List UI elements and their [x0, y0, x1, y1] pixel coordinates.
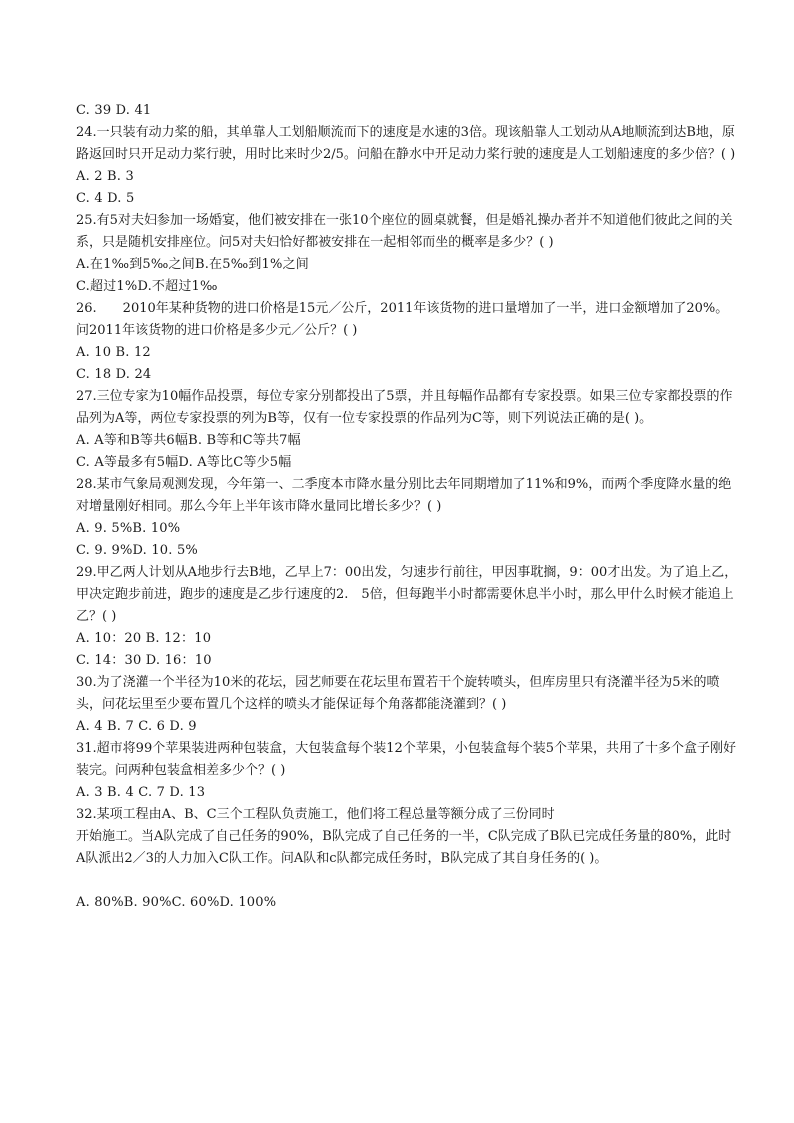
question-29: 29.甲乙两人计划从A地步行去B地，乙早上7：00出发，匀速步行前往，甲因事耽搁，9：00才出发。为了追上乙，甲决定跑步前进，跑步的速度是乙步行速度的2. 5倍，但每跑半小时都需要休息半小时，那么甲什么时候才能追上乙？( )	[76, 565, 738, 624]
options-q24-row1: A. 2 B. 3	[76, 169, 134, 184]
options-q25-row1: A.在1‰到5‰之间B.在5‰到1%之间	[76, 257, 309, 272]
options-q30: A. 4 B. 7 C. 6 D. 9	[76, 719, 197, 734]
question-30: 30.为了浇灌一个半径为10米的花坛，园艺师要在花坛里布置若干个旋转喷头，但库房里只有浇灌半径为5米的喷头，问花坛里至少要布置几个这样的喷头才能保证每个角落都能浇灌到？( )	[76, 675, 720, 712]
question-28: 28.某市气象局观测发现，今年第一、二季度本市降水量分别比去年同期增加了11%和9%，而两个季度降水量的绝对增量刚好相同。那么今年上半年该市降水量同比增长多少？( )	[76, 477, 732, 514]
question-26: 26. 2010年某种货物的进口价格是15元／公斤，2011年该货物的进口量增加了一半，进口金额增加了20%。问2011年该货物的进口价格是多少元／公斤？( )	[76, 301, 729, 338]
options-q26-row2: C. 18 D. 24	[76, 367, 152, 382]
options-q25-row2: C.超过1%D.不超过1‰	[76, 279, 218, 294]
options-q26-row1: A. 10 B. 12	[76, 345, 151, 360]
question-32-line2: 开始施工。当A队完成了自己任务的90%，B队完成了自己任务的一半，C队完成了B队已完成任务量的80%，此时A队派出2／3的人力加入C队工作。问A队和c队都完成任务时，B队完成了其自身任务的( )。	[76, 829, 732, 866]
options-q28-row2: C. 9. 9%D. 10. 5%	[76, 543, 198, 558]
document-content	[76, 100, 740, 914]
options-q24-row2: C. 4 D. 5	[76, 191, 135, 206]
options-q32: A. 80%B. 90%C. 60%D. 100%	[76, 895, 277, 910]
question-32-line1: 32.某项工程由A、B、C三个工程队负责施工，他们将工程总量等额分成了三份同时	[76, 807, 555, 822]
options-q23: C. 39 D. 41	[76, 103, 152, 118]
options-q29-row1: A. 10：20 B. 12：10	[76, 631, 212, 646]
options-q27-row1: A. A等和B等共6幅B. B等和C等共7幅	[76, 433, 301, 448]
options-q27-row2: C. A等最多有5幅D. A等比C等少5幅	[76, 455, 292, 470]
question-24: 24.一只装有动力桨的船，其单靠人工划船顺流而下的速度是水速的3倍。现该船靠人工划动从A地顺流到达B地，原路返回时只开足动力桨行驶，用时比来时少2/5。问船在静水中开足动力桨行驶的速度是人工划船速度的多少倍？( )	[76, 125, 736, 162]
options-q31: A. 3 B. 4 C. 7 D. 13	[76, 785, 206, 800]
options-q28-row1: A. 9. 5%B. 10%	[76, 521, 181, 536]
question-31: 31.超市将99个苹果装进两种包装盒，大包装盒每个装12个苹果，小包装盒每个装5个苹果，共用了十多个盒子刚好装完。问两种包装盒相差多少个？( )	[76, 741, 737, 778]
options-q29-row2: C. 14：30 D. 16：10	[76, 653, 212, 668]
question-27: 27.三位专家为10幅作品投票，每位专家分别都投出了5票，并且每幅作品都有专家投票。如果三位专家都投票的作品列为A等，两位专家投票的列为B等，仅有一位专家投票的作品列为C等，则下列说法正确的是( )。	[76, 389, 733, 426]
question-25: 25.有5对夫妇参加一场婚宴，他们被安排在一张10个座位的圆桌就餐，但是婚礼操办者并不知道他们彼此之间的关系，只是随机安排座位。问5对夫妇恰好都被安排在一起相邻而坐的概率是多少？( )	[76, 213, 733, 250]
